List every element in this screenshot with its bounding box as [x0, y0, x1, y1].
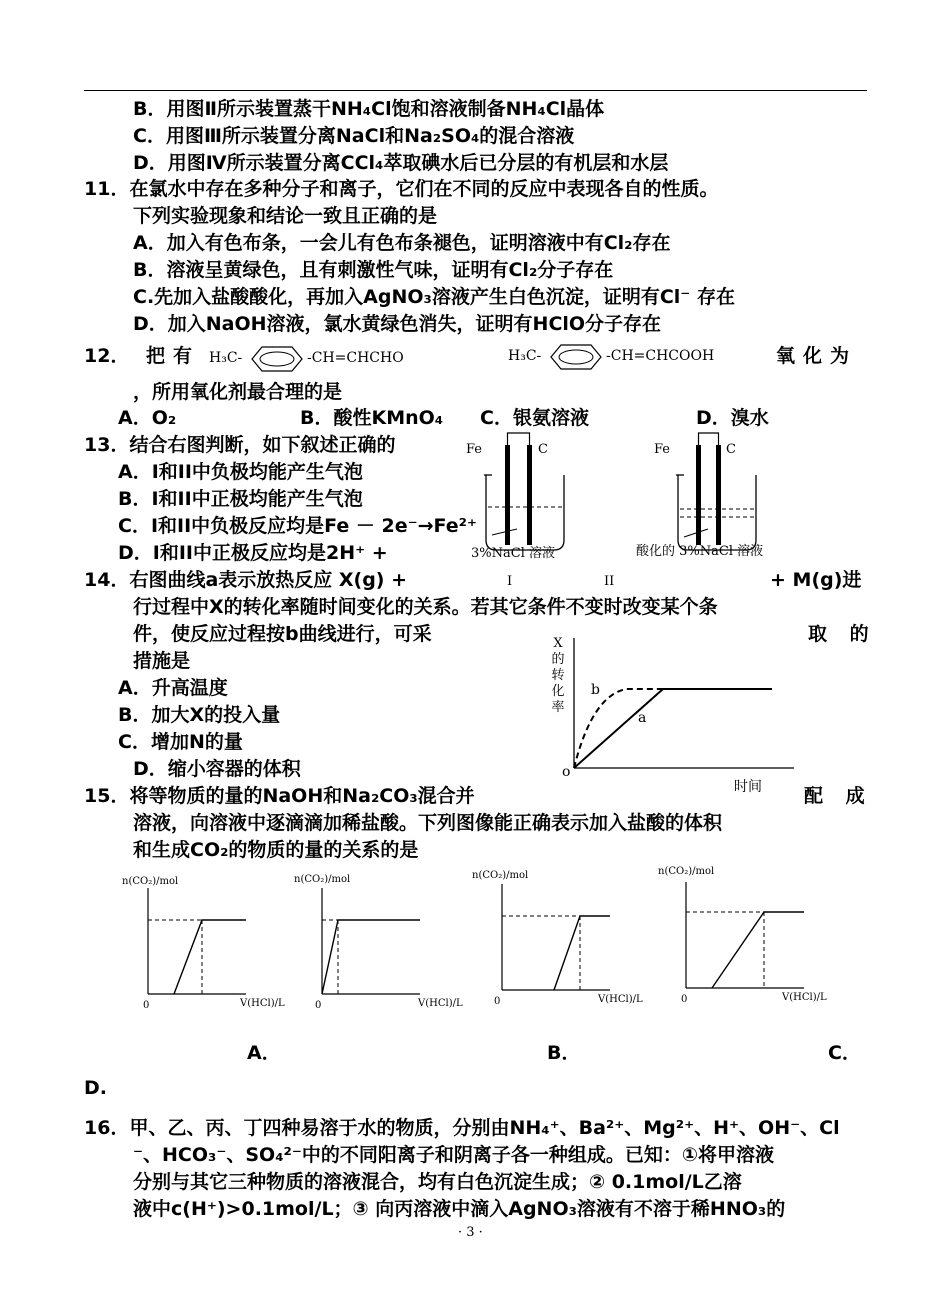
- q15-stem-2: 溶液，向溶液中逐滴滴加稀盐酸。下列图像能正确表示加入盐酸的体积: [133, 812, 723, 834]
- q15-graph-d-ylabel: n(CO₂)/mol: [658, 866, 715, 877]
- q16-stem-4: 液中c(H⁺)>0.1mol/L；③ 向丙溶液中滴入AgNO₃溶液有不溶于稀HNO₃的: [133, 1198, 786, 1220]
- q14-conversion-plot: [540, 630, 810, 780]
- q14-option-d: D．缩小容器的体积: [133, 758, 301, 780]
- q14-curve-b-label: b: [591, 682, 600, 698]
- cell-1-fe-label: Fe: [466, 442, 483, 457]
- q12-stem-c: ，所用氧化剂最合理的是: [133, 381, 343, 403]
- q16-stem-1: 16．甲、乙、丙、丁四种易溶于水的物质，分别由NH₄⁺、Ba²⁺、Mg²⁺、H⁺、OH⁻、Cl: [84, 1117, 840, 1139]
- c-electrode-2: [716, 445, 721, 545]
- q14-stem-1: 14．右图曲线a表示放热反应 X(g) +: [84, 569, 408, 591]
- q12-formula-right-prefix: H₃C-: [508, 348, 542, 364]
- q13-option-b: B．I和II中正极均能产生气泡: [118, 488, 363, 510]
- q11-stem-1: 11．在氯水中存在多种分子和离子，它们在不同的反应中表现各自的性质。: [84, 178, 719, 200]
- q15-graph-d-origin: 0: [681, 994, 688, 1005]
- q15-graph-b-origin: 0: [315, 1000, 322, 1011]
- benzene-ring-left-icon: [246, 344, 308, 374]
- q15-graph-d-curve: [712, 912, 804, 988]
- q12-number: 12．: [84, 345, 130, 367]
- q14-stem-1b: + M(g)进: [770, 569, 862, 591]
- q15-option-a-label: A．: [247, 1042, 281, 1064]
- q14-stem-3: 件，使反应过程按b曲线进行，可采: [133, 623, 432, 645]
- q14-y-label-char: X: [553, 636, 563, 651]
- q15-graph-c-origin: 0: [494, 996, 501, 1007]
- q15-graph-b-curve: [322, 920, 420, 994]
- q10-option-b: B．用图Ⅱ所示装置蒸干NH₄Cl饱和溶液制备NH₄Cl晶体: [133, 98, 605, 120]
- q14-y-label-char: 的: [551, 652, 565, 667]
- q12-stem-b: 氧化为: [776, 345, 858, 367]
- q14-y-label: [548, 636, 568, 716]
- cell-2-solution-label: 酸化的 3%NaCl 溶液: [636, 544, 764, 559]
- cell-2: [676, 433, 756, 550]
- fe-electrode-1: [505, 445, 510, 545]
- q15-graph-c: [500, 882, 620, 994]
- benzene-ring-right-icon: [545, 342, 607, 372]
- q15-graph-a-ylabel: n(CO₂)/mol: [122, 876, 179, 887]
- q12-option-b: B．酸性KMnO₄: [300, 407, 444, 429]
- q12-stem-a: 把有: [146, 345, 201, 367]
- cell-1-solution-label: 3%NaCl 溶液: [471, 546, 555, 561]
- q15-graph-c-xlabel: V(HCl)/L: [598, 994, 643, 1005]
- q15-stem-1: 15．将等物质的量的NaOH和Na₂CO₃混合并: [84, 785, 475, 807]
- q14-option-a: A．升高温度: [118, 677, 228, 699]
- q12-formula-left-prefix: H₃C-: [209, 350, 243, 366]
- q14-curve-a: [574, 689, 772, 768]
- q12-formula-right-suffix: -CH=CHCOOH: [606, 348, 715, 364]
- q11-option-b: B．溶液呈黄绿色，且有刺激性气味，证明有Cl₂分子存在: [133, 259, 614, 281]
- q15-stem-1b: 配 成: [804, 785, 873, 807]
- q15-option-d-label: D.: [84, 1077, 107, 1099]
- cell-1-c-label: C: [538, 442, 548, 457]
- q14-x-label: 时间: [734, 779, 762, 795]
- q14-curve-a-label: a: [638, 710, 647, 726]
- q15-option-b-label: B．: [547, 1042, 581, 1064]
- q11-option-a: A．加入有色布条，一会儿有色布条褪色，证明溶液中有Cl₂存在: [133, 232, 671, 254]
- fe-electrode-2: [696, 445, 701, 545]
- q15-graph-b-xlabel: V(HCl)/L: [418, 998, 463, 1009]
- q10-option-c: C．用图Ⅲ所示装置分离NaCl和Na₂SO₄的混合溶液: [133, 125, 575, 147]
- q11-option-c: C.先加入盐酸酸化，再加入AgNO₃溶液产生白色沉淀，证明有Cl⁻ 存在: [133, 286, 735, 308]
- q12-option-c: C．银氨溶液: [480, 407, 589, 429]
- q16-stem-2: ⁻、HCO₃⁻、SO₄²⁻中的不同阳离子和阴离子各一种组成。已知：①将甲溶液: [133, 1144, 774, 1166]
- page-number: · 3 ·: [458, 1225, 483, 1240]
- q14-stem-2: 行过程中X的转化率随时间变化的关系。若其它条件不变时改变某个条: [133, 596, 718, 618]
- q12-option-a: A．O₂: [118, 407, 177, 429]
- cell-2-fe-label: Fe: [654, 442, 671, 457]
- q15-graph-d: [684, 880, 814, 992]
- q13-option-a: A．I和II中负极均能产生气泡: [118, 461, 363, 483]
- q15-graph-a: [146, 886, 256, 998]
- q15-graph-c-curve: [554, 916, 610, 990]
- q14-stem-3b: 取 的: [808, 623, 877, 645]
- c-electrode-1: [527, 445, 532, 545]
- q15-option-c-label: C．: [828, 1042, 861, 1064]
- q15-graph-a-xlabel: V(HCl)/L: [240, 998, 285, 1009]
- header-rule: [84, 90, 867, 91]
- q16-stem-3: 分别与其它三种物质的溶液混合，均有白色沉淀生成；② 0.1mol/L乙溶: [133, 1171, 742, 1193]
- q15-graph-b-ylabel: n(CO₂)/mol: [294, 874, 351, 885]
- q10-option-d: D．用图Ⅳ所示装置分离CCl₄萃取碘水后已分层的有机层和水层: [133, 152, 669, 174]
- q15-graph-c-ylabel: n(CO₂)/mol: [472, 870, 529, 881]
- q13-option-d: D．I和II中正极反应均是2H⁺ +: [118, 542, 388, 564]
- cell-2-c-label: C: [726, 442, 736, 457]
- q11-stem-2: 下列实验现象和结论一致且正确的是: [133, 205, 438, 227]
- q15-graph-d-xlabel: V(HCl)/L: [782, 992, 827, 1003]
- q12-formula-left-suffix: -CH=CHCHO: [307, 350, 404, 366]
- cell-2-label: II: [604, 574, 615, 589]
- q14-y-label-char: 率: [551, 700, 565, 715]
- q15-graph-a-curve: [174, 920, 246, 994]
- cell-1-label: I: [507, 574, 513, 589]
- q15-graph-a-origin: 0: [143, 1000, 150, 1011]
- q14-option-c: C．增加N的量: [118, 731, 243, 753]
- q14-option-b: B．加大X的投入量: [118, 704, 281, 726]
- q11-option-d: D．加入NaOH溶液，氯水黄绿色消失，证明有HClO分子存在: [133, 313, 662, 335]
- q12-option-d: D．溴水: [696, 407, 769, 429]
- q13-option-c: C．I和II中负极反应均是Fe － 2e⁻→Fe²⁺: [118, 515, 477, 537]
- q13-stem: 13．结合右图判断，如下叙述正确的: [84, 434, 396, 456]
- q15-graph-b: [320, 886, 430, 998]
- q15-stem-3: 和生成CO₂的物质的量的关系的是: [133, 839, 419, 861]
- q14-stem-4: 措施是: [133, 650, 191, 672]
- cell-1: [484, 433, 564, 550]
- q14-origin-label: o: [562, 764, 571, 780]
- q14-y-label-char: 转: [551, 668, 565, 683]
- q14-y-label-char: 化: [551, 684, 565, 699]
